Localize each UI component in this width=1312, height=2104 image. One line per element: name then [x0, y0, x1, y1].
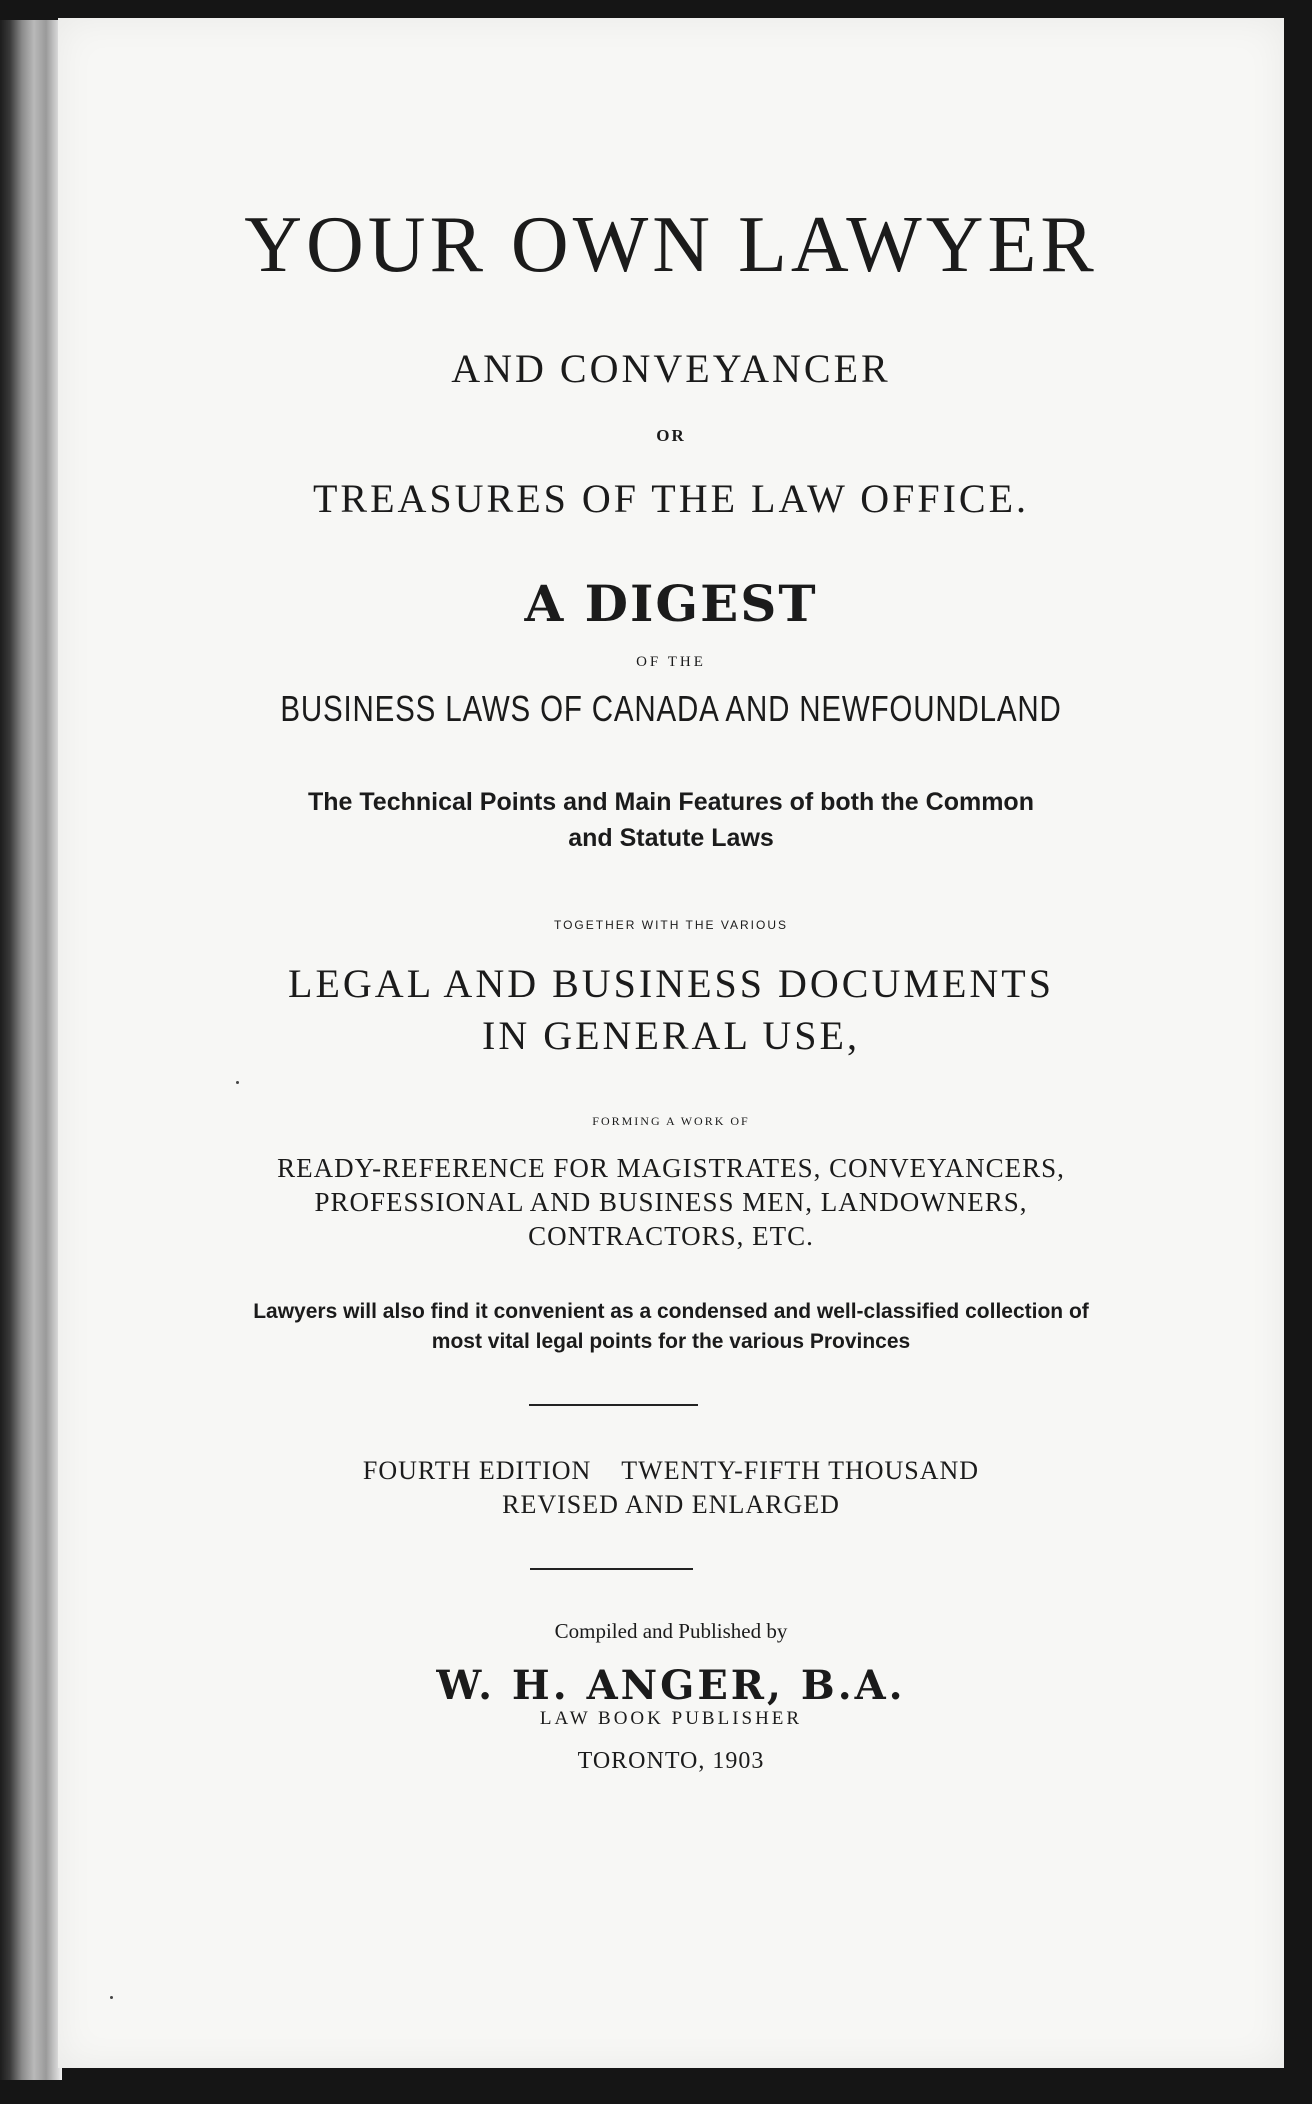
lawyers-note [58, 1297, 1284, 1357]
compiled-by-label: Compiled and Published by [554, 1619, 788, 1643]
edition-number: FOURTH EDITION [362, 1456, 592, 1485]
technical-points-text [58, 784, 1284, 856]
technical-points-line-2: and Statute Laws [568, 824, 774, 852]
paper-speck [236, 1081, 239, 1084]
title-page [58, 18, 1284, 2068]
ready-reference-line-2: PROFESSIONAL AND BUSINESS MEN, LANDOWNERS, [314, 1187, 1028, 1217]
technical-points-line-1: The Technical Points and Main Features of both the Common [308, 788, 1034, 816]
together-with-label: TOGETHER WITH THE VARIOUS [553, 918, 788, 932]
legal-documents-line-2: IN GENERAL USE, [482, 1013, 860, 1058]
digest-heading: A DIGEST [524, 574, 818, 633]
lawyers-note-line-1: Lawyers will also find it convenient as a condensed and well-classified collection of [253, 1300, 1089, 1323]
publisher-role: LAW BOOK PUBLISHER [539, 1708, 803, 1729]
edition-info [58, 1454, 1284, 1522]
place-and-year: TORONTO, 1903 [577, 1748, 765, 1774]
legal-documents-heading [58, 958, 1284, 1062]
edition-thousand: TWENTY-FIFTH THOUSAND [621, 1456, 980, 1485]
connector-or: OR [656, 426, 686, 445]
lawyers-note-line-2: most vital legal points for the various Provinces [431, 1330, 911, 1353]
subtitle-conveyancer: AND CONVEYANCER [451, 346, 891, 391]
ready-reference-line-1: READY-REFERENCE FOR MAGISTRATES, CONVEYANCERS, [277, 1153, 1065, 1183]
edition-revised: REVISED AND ENLARGED [502, 1490, 840, 1519]
paper-speck [110, 1996, 113, 1999]
legal-documents-line-1: LEGAL AND BUSINESS DOCUMENTS [288, 961, 1054, 1006]
edition-line [58, 1454, 1284, 1488]
divider-rule [529, 1404, 698, 1406]
divider-rule [530, 1568, 693, 1570]
book-binding-edge [0, 20, 62, 2080]
of-the-label: OF THE [636, 654, 706, 670]
author-name: W. H. ANGER, B.A. [436, 1662, 906, 1709]
subtitle-treasures: TREASURES OF THE LAW OFFICE. [312, 476, 1030, 521]
business-laws-heading: BUSINESS LAWS OF CANADA AND NEWFOUNDLAND [280, 688, 1062, 729]
ready-reference-line-3: CONTRACTORS, ETC. [528, 1221, 814, 1251]
ready-reference-text [58, 1151, 1284, 1253]
book-title: YOUR OWN LAWYER [244, 201, 1098, 289]
forming-label: FORMING A WORK OF [592, 1114, 750, 1128]
